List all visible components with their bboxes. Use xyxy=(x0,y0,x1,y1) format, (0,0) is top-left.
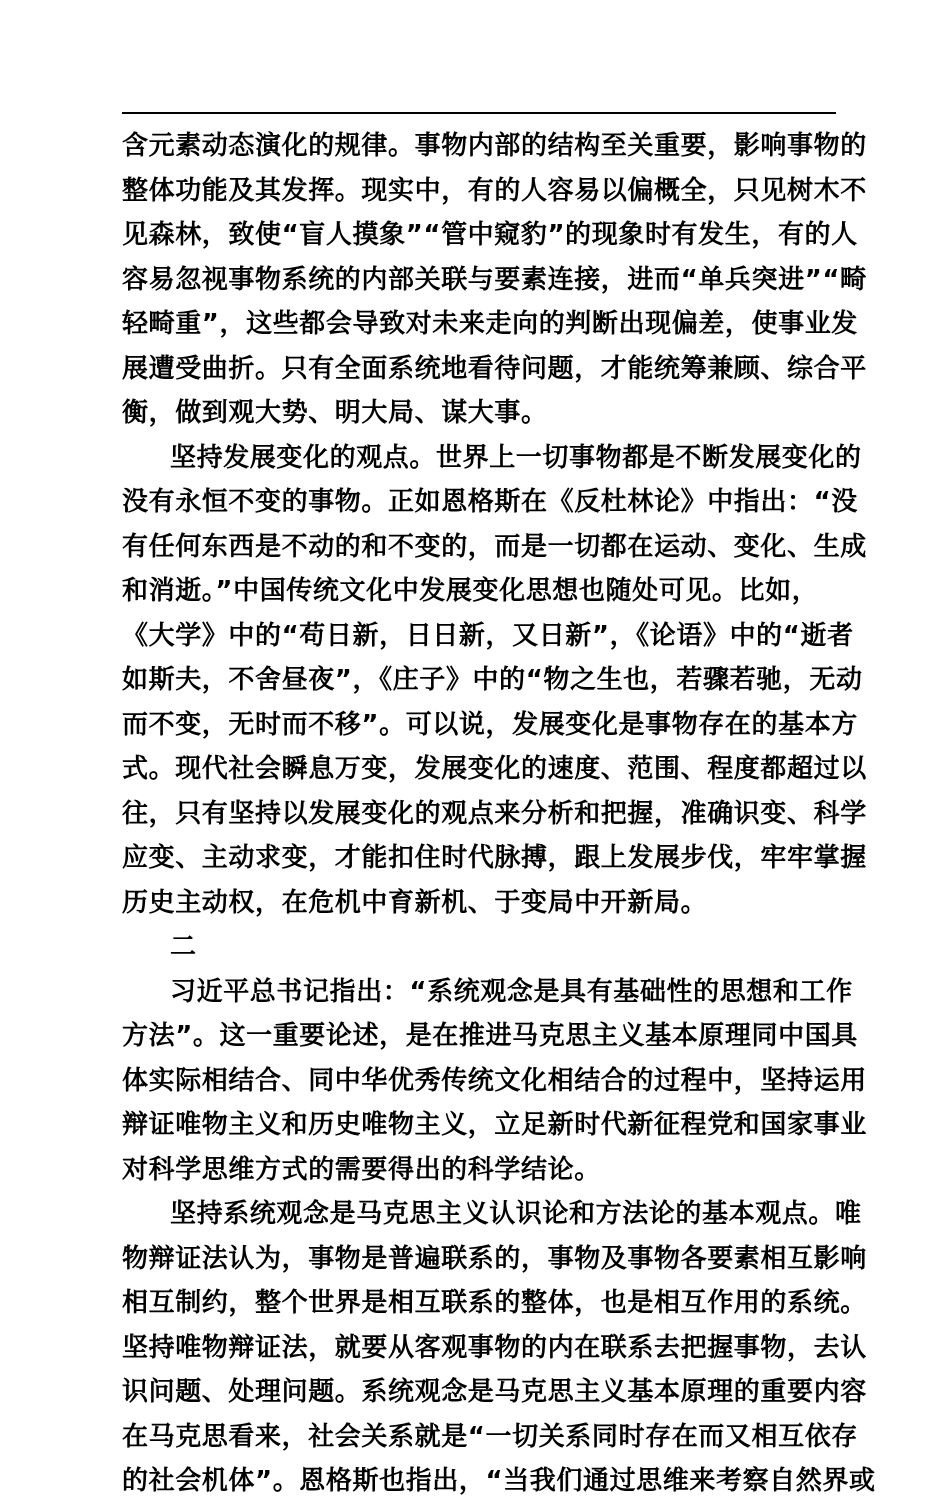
text-line: 方法”。这一重要论述，是在推进马克思主义基本原理同中国具 xyxy=(122,1021,858,1051)
text-line: 有任何东西是不动的和不变的，而是一切都在运动、变化、生成 xyxy=(122,531,867,562)
text-line: 物辩证法认为，事物是普遍联系的，事物及事物各要素相互影响 xyxy=(122,1243,867,1274)
text-line: 往，只有坚持以发展变化的观点来分析和把握，准确识变、科学 xyxy=(122,798,867,829)
text-line: 对科学思维方式的需要得出的科学结论。 xyxy=(122,1154,601,1185)
text-line: 的社会机体”。恩格斯也指出，“当我们通过思维来考察自然界或 xyxy=(122,1466,876,1496)
text-line: 识问题、处理问题。系统观念是马克思主义基本原理的重要内容 xyxy=(122,1377,867,1407)
header-rule xyxy=(122,112,836,114)
text-line: 含元素动态演化的规律。事物内部的结构至关重要，影响事物的 xyxy=(122,131,867,161)
text-line: 《大学》中的“苟日新，日日新，又日新”，《论语》中的“逝者 xyxy=(122,620,854,651)
text-line: 坚持系统观念是马克思主义认识论和方法论的基本观点。唯 xyxy=(170,1199,862,1229)
text-line: 和消逝。”中国传统文化中发展变化思想也随处可见。比如， xyxy=(122,576,819,606)
text-line: 整体功能及其发挥。现实中，有的人容易以偏概全，只见树木不 xyxy=(122,175,867,206)
text-line: 容易忽视事物系统的内部关联与要素连接，进而“单兵突进”“畸 xyxy=(122,264,867,295)
text-line: 体实际相结合、同中华优秀传统文化相结合的过程中，坚持运用 xyxy=(122,1065,867,1096)
text-line: 历史主动权，在危机中育新机、于变局中开新局。 xyxy=(122,887,708,918)
text-line: 轻畸重”，这些都会导致对未来走向的判断出现偏差，使事业发 xyxy=(122,309,858,339)
text-line: 如斯夫，不舍昼夜”，《庄子》中的“物之生也，若骤若驰，无动 xyxy=(122,665,863,695)
text-line: 应变、主动求变，才能扣住时代脉搏，跟上发展步伐，牢牢掌握 xyxy=(122,843,867,873)
document-body xyxy=(122,124,876,1504)
text-line: 而不变，无时而不移”。可以说，发展变化是事物存在的基本方 xyxy=(122,709,858,740)
text-line: 式。现代社会瞬息万变，发展变化的速度、范围、程度都超过以 xyxy=(122,754,867,784)
text-line: 习近平总书记指出：“系统观念是具有基础性的思想和工作 xyxy=(170,976,853,1007)
text-line: 相互制约，整个世界是相互联系的整体，也是相互作用的系统。 xyxy=(122,1288,867,1318)
text-line: 展遭受曲折。只有全面系统地看待问题，才能统筹兼顾、综合平 xyxy=(122,353,867,384)
text-line: 没有永恒不变的事物。正如恩格斯在《反杜林论》中指出：“没 xyxy=(122,487,858,517)
text-line: 在马克思看来，社会关系就是“一切关系同时存在而又相互依存 xyxy=(122,1421,858,1452)
text-line: 见森林，致使“盲人摸象”“管中窥豹”的现象时有发生，有的人 xyxy=(122,220,858,250)
text-line: 辩证唯物主义和历史唯物主义，立足新时代新征程党和国家事业 xyxy=(122,1110,867,1140)
text-line: 坚持发展变化的观点。世界上一切事物都是不断发展变化的 xyxy=(170,442,862,473)
text-line: 坚持唯物辩证法，就要从客观事物的内在联系去把握事物，去认 xyxy=(122,1332,867,1363)
text-line: 衡，做到观大势、明大局、谋大事。 xyxy=(122,398,548,428)
text-line: 二 xyxy=(170,932,197,962)
